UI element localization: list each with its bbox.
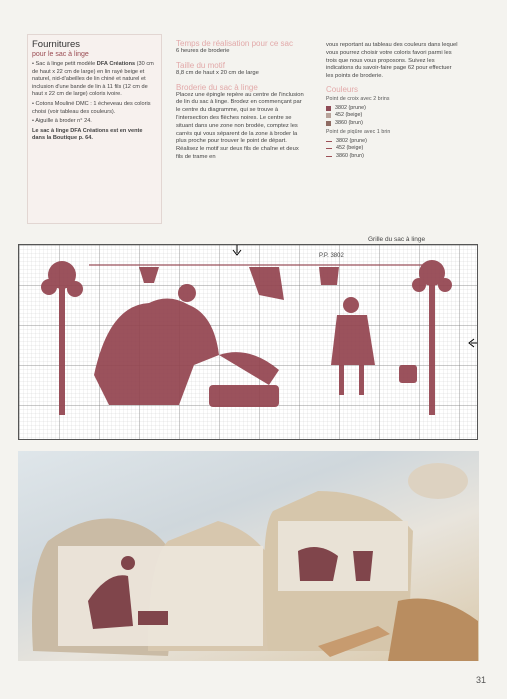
piqure-legend-row [326,153,460,160]
right-column-text: vous reportant au tableau des couleurs dans lequel vous pourrez choisir votre coloris favori parmi les trois que nous vous proposons. Suivez les indications du savoir-faire page 62 pour effectuer les points de broderie. [326,42,458,80]
color-swatch [326,121,331,126]
photo-illustration [18,451,479,661]
croix-legend [326,105,460,127]
fournitures-item-cotons: • Cotons Mouliné DMC : 1 écheveau des coloris choisi (voir tableau des couleurs). [32,100,151,115]
croix-legend-row [326,120,460,127]
temps-heading: Temps de réalisation pour ce sac [176,39,293,48]
right-column [326,42,460,160]
piqure-legend-row [326,138,460,145]
croix-legend-text: 3860 (brun) [335,119,363,126]
piqure-legend-text: 3860 (brun) [336,152,364,159]
piqure-label: Point de piqûre avec 1 brin [326,129,391,135]
piqure-legend [326,138,460,160]
couleurs-heading: Couleurs [326,84,359,94]
fournitures-item-sac: • Sac à linge petit modèle DFA Créations (30 cm de haut x 22 cm de large) en lin rayé beige et naturel, nid-d'abeilles de lin chiné et naturel et inclusion d'une bande de lin à 11 fils (12 cm de haut x 22 cm de large) coloris ivoire. [32,61,154,98]
broderie-heading: Broderie du sac à linge [176,82,258,92]
croix-legend-text: 452 (beige) [335,112,363,119]
product-photo [18,451,479,661]
croix-legend-row [326,105,460,112]
temps-text: 6 heures de broderie [176,48,230,54]
taille-text: 8,8 cm de haut x 20 cm de large [176,69,259,76]
croix-legend-row [326,112,460,119]
fournitures-title: Fournitures [32,39,81,50]
taille-heading: Taille du motif [176,60,225,70]
color-swatch [326,106,331,111]
middle-column [176,40,306,165]
grid-title: Grille du sac à linge [368,236,426,243]
backstitch-line [326,156,332,157]
page-number: 31 [475,675,486,685]
croix-label: Point de croix avec 2 brins [326,95,390,102]
backstitch-line [326,141,332,142]
fournitures-item-aiguille: • Aiguille à broder n° 24. [32,118,92,125]
croix-legend-text: 3802 (prune) [335,104,366,111]
grid-svg [19,245,478,440]
backstitch-line [326,148,332,149]
color-swatch [326,113,331,118]
fournitures-subtitle: pour le sac à linge [32,51,89,58]
cross-stitch-grid [18,244,478,440]
fournitures-item-boutique: Le sac à linge DFA Créations est en vente dans la Boutique p. 64. [32,127,143,142]
fournitures-box [27,34,162,224]
piqure-legend-text: 3802 (prune) [336,137,367,144]
piqure-legend-text: 452 (beige) [336,145,364,152]
grid-mark-label: P.P. 3802 [319,253,344,259]
piqure-legend-row [326,145,460,152]
broderie-text: Placez une épingle repère au centre de l'inclusion de lin du sac à linge. Brodez en commençant par le centre du diagramme, qui se trouve à l'intersection des flèches noires. Le centre se situant dans une zone non brodée, comptez les carrés qui vous séparent de la zone à broder la plus proche pour trouver le point de départ. Réalisez le motif sur deux fils de chaîne et deux fils de trame en [176,91,304,160]
